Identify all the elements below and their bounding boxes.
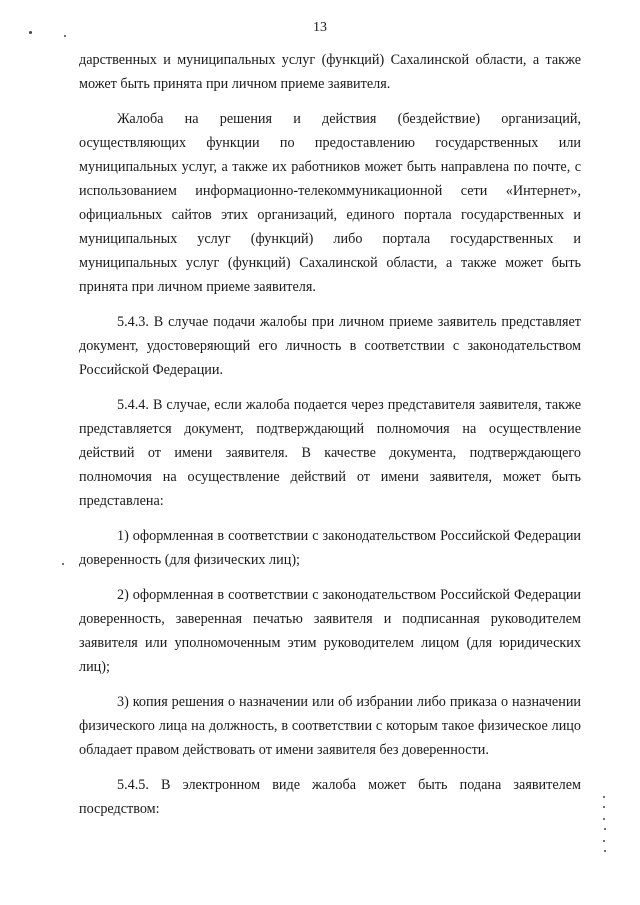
scan-speck	[604, 850, 606, 852]
scan-speck	[603, 806, 605, 808]
scan-speck	[603, 818, 605, 820]
scan-speck	[604, 828, 606, 830]
paragraph-5-4-5: 5.4.5. В электронном виде жалоба может быть подана заявителем посредством:	[79, 777, 581, 817]
document-body	[79, 48, 581, 821]
list-item-3: 3) копия решения о назначении или об избрании либо приказа о назначении физического лица на должность, в соответствии с которым такое физическое лицо обладает правом действовать от имени заявителя без доверенности.	[79, 694, 581, 758]
scan-speck	[603, 796, 605, 798]
paragraph-complaint-organizations: Жалоба на решения и действия (бездействие) организаций, осуществляющих функции по предоставлению государственных или муниципальных услуг, а также их работников может быть направлена по почте, с использованием информационно-телекоммуникационной сети «Интернет», официальных сайтов этих организаций, единого портала государственных и муниципальных услуг (функций) либо портала государственных и муниципальных услуг (функций) Сахалинской области, а также может быть принята при личном приеме заявителя.	[79, 111, 581, 295]
page-number: 13	[313, 20, 327, 35]
paragraph-5-4-4: 5.4.4. В случае, если жалоба подается через представителя заявителя, также представляется документ, подтверждающий полномочия на осуществление действий от имени заявителя. В качестве документа, подтверждающего полномочия на осуществление действий от имени заявителя, может быть представлена:	[79, 397, 581, 509]
paragraph-5-4-3: 5.4.3. В случае подачи жалобы при личном приеме заявитель представляет документ, удостоверяющий его личность в соответствии с законодательством Российской Федерации.	[79, 314, 581, 378]
list-item-1: 1) оформленная в соответствии с законодательством Российской Федерации доверенность (для физических лиц);	[79, 528, 581, 568]
paragraph-continuation: дарственных и муниципальных услуг (функций) Сахалинской области, а также может быть принята при личном приеме заявителя.	[79, 52, 581, 92]
scan-speck	[603, 840, 605, 842]
scan-speck	[62, 563, 64, 565]
list-item-2: 2) оформленная в соответствии с законодательством Российской Федерации доверенность, заверенная печатью заявителя и подписанная руководителем заявителя или уполномоченным этим руководителем лицом (для юридических лиц);	[79, 587, 581, 675]
